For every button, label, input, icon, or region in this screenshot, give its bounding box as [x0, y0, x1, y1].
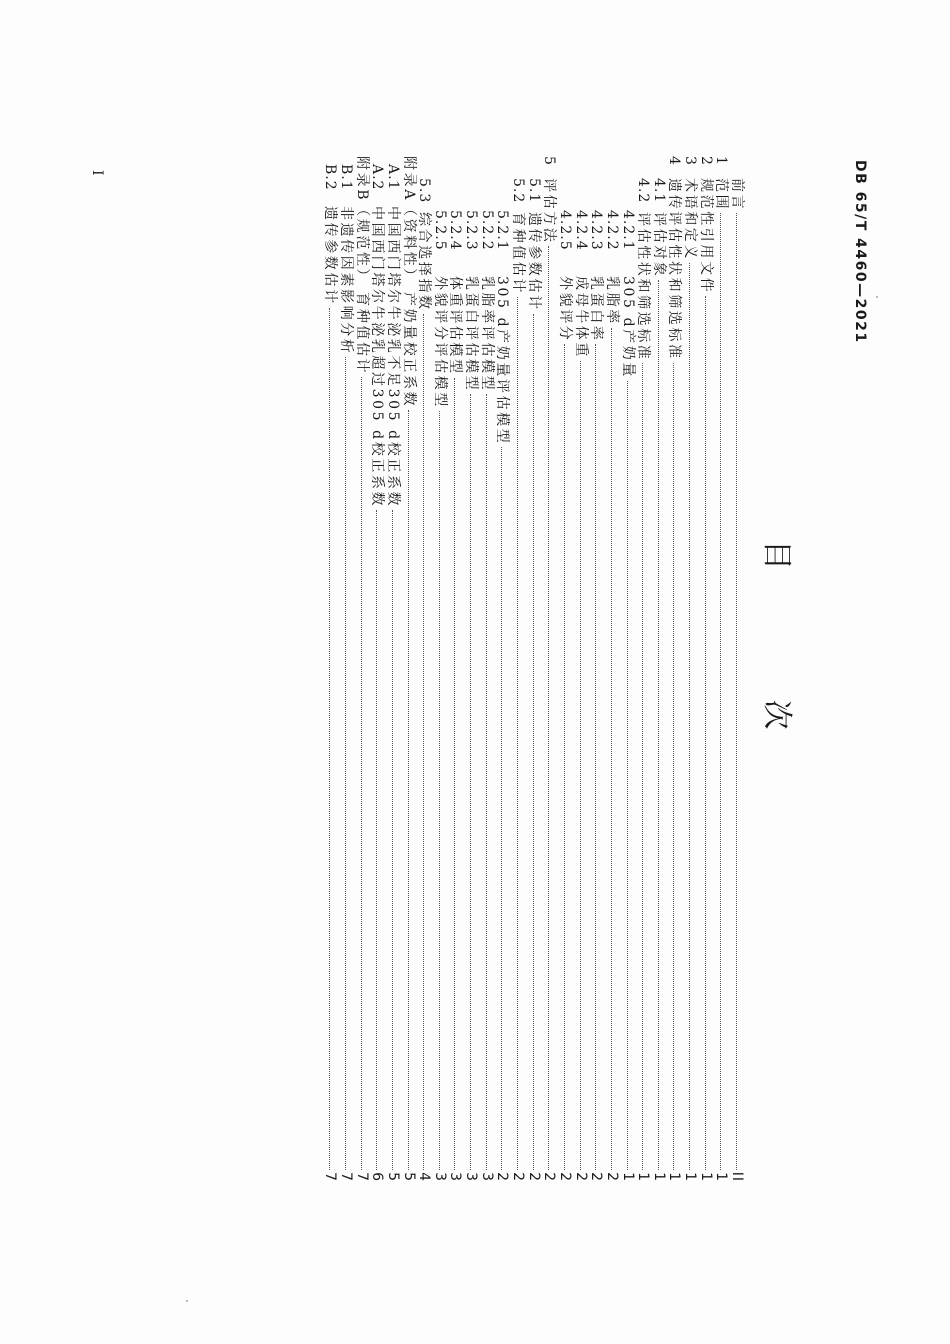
toc-entry-number: 4.2 [635, 178, 652, 204]
toc-entry-number: 4.2.3 [588, 210, 605, 251]
dot-leader [533, 314, 534, 1170]
dot-leader [361, 377, 362, 1170]
dot-leader [408, 410, 409, 1170]
dot-leader [580, 361, 581, 1170]
toc-entry-number: 4.2.1 [619, 210, 636, 251]
toc-entry-label: 育种值估计 [510, 212, 527, 295]
toc-entry-page: 3 [447, 1172, 464, 1182]
toc-entry-label: 术语和定义 [682, 178, 699, 261]
dot-leader [486, 394, 487, 1170]
toc-entry-page: 5 [400, 1172, 417, 1182]
toc-entry[interactable] [635, 156, 651, 1182]
dot-leader [564, 344, 565, 1170]
toc-entry-page: 2 [510, 1172, 527, 1182]
toc-entry-number: 4.2.5 [556, 210, 573, 251]
toc-entry-page: 2 [572, 1172, 589, 1182]
toc-entry-number: 5.2.2 [478, 210, 495, 251]
toc-entry-page: 5 [384, 1172, 401, 1182]
toc-entry-page: 2 [541, 1172, 558, 1182]
dot-leader [689, 263, 690, 1170]
toc-entry-page: 1 [666, 1172, 683, 1182]
toc-entry-number: B.1 [337, 164, 354, 191]
table-of-contents [322, 156, 744, 1182]
toc-entry-number: 5.2 [510, 178, 527, 204]
toc-entry-number: 5.2.5 [431, 210, 448, 251]
dot-leader [392, 510, 393, 1170]
dot-leader [705, 296, 706, 1170]
dot-leader [736, 213, 737, 1170]
toc-entry[interactable] [556, 156, 572, 1182]
toc-entry[interactable] [337, 156, 353, 1182]
toc-entry-label: 乳脂率 [603, 276, 620, 326]
toc-entry-page: 2 [525, 1172, 542, 1182]
dot-leader [673, 363, 674, 1170]
toc-entry[interactable] [478, 156, 494, 1182]
toc-entry-label: 评估对象 [650, 212, 667, 279]
toc-entry-label: 综合选择指数 [416, 212, 433, 312]
toc-entry-number: 4.1 [650, 178, 667, 204]
dot-leader [376, 510, 377, 1170]
dot-leader [548, 246, 549, 1170]
toc-entry-label: 乳蛋白评估模型 [463, 276, 480, 393]
toc-entry-number: 4 [666, 156, 683, 166]
toc-entry-number: 1 [713, 156, 730, 166]
toc-entry-number: 5.3 [416, 178, 433, 204]
toc-entry[interactable] [713, 156, 729, 1182]
toc-entry-label: 非遗传因素影响分析 [337, 206, 354, 356]
toc-entry-label: 规范性引用文件 [697, 178, 714, 295]
toc-entry[interactable] [322, 156, 338, 1182]
toc-entry[interactable] [447, 156, 463, 1182]
toc-entry-page: 2 [494, 1172, 511, 1182]
toc-entry[interactable] [650, 156, 666, 1182]
toc-entry-label: 外貌评分 [556, 276, 573, 343]
toc-entry-label: 前言 [729, 178, 745, 212]
toc-entry-number: 5.1 [525, 178, 542, 204]
toc-entry-page: 3 [431, 1172, 448, 1182]
dot-leader [720, 213, 721, 1170]
toc-entry-number: 4.2.2 [603, 210, 620, 251]
toc-entry[interactable] [353, 156, 369, 1182]
toc-entry-label: 遗传参数估计 [322, 206, 339, 306]
toc-entry[interactable] [509, 156, 525, 1182]
toc-entry-label: 乳蛋白率 [588, 276, 605, 343]
toc-entry-page: 7 [353, 1172, 370, 1182]
toc-entry[interactable] [697, 156, 713, 1182]
toc-entry-page: 1 [682, 1172, 699, 1182]
toc-entry-label: 附录B（规范性） 育种值估计 [353, 156, 370, 376]
standard-code: DB 65/T 4460—2021 [852, 160, 868, 344]
dot-leader [517, 297, 518, 1170]
toc-entry-page: II [729, 1171, 745, 1182]
toc-entry[interactable] [681, 156, 697, 1182]
toc-entry[interactable] [603, 156, 619, 1182]
toc-entry-label: 体重评估模型 [447, 276, 464, 376]
toc-entry-page: 4 [416, 1172, 433, 1182]
toc-entry-page: 3 [463, 1172, 480, 1182]
toc-entry-label: 遗传参数估计 [525, 212, 542, 312]
toc-entry[interactable] [525, 156, 541, 1182]
toc-entry[interactable] [572, 156, 588, 1182]
toc-entry-page: 2 [556, 1172, 573, 1182]
toc-entry-label: 评估性状和筛选标准 [635, 212, 652, 362]
toc-entry-label: 遗传评估性状和筛选标准 [666, 178, 683, 361]
toc-entry-number: 5 [541, 156, 558, 166]
toc-entry[interactable] [416, 156, 432, 1182]
toc-entry-page: 1 [697, 1172, 714, 1182]
dot-leader [470, 394, 471, 1170]
toc-entry[interactable] [400, 156, 416, 1182]
toc-entry-page: 1 [650, 1172, 667, 1182]
dot-leader [329, 308, 330, 1170]
toc-entry-number: A.1 [384, 164, 401, 191]
toc-entry-label: 中国西门塔尔牛泌乳超过305 d校正系数 [369, 206, 386, 509]
toc-entry[interactable] [369, 156, 385, 1182]
toc-entry-page: 1 [635, 1172, 652, 1182]
toc-entry[interactable] [431, 156, 447, 1182]
toc-entry-number: B.2 [322, 164, 339, 191]
toc-entry-number: 2 [697, 156, 714, 166]
toc-title: 目 次 [759, 540, 794, 790]
toc-entry[interactable] [462, 156, 478, 1182]
dot-leader [595, 344, 596, 1170]
toc-entry-page: 1 [713, 1172, 730, 1182]
toc-entry-page: 2 [603, 1172, 620, 1182]
toc-entry[interactable] [588, 156, 604, 1182]
dot-leader [454, 378, 455, 1170]
scan-speck [876, 296, 878, 298]
dot-leader [658, 280, 659, 1170]
toc-entry-label: 范围 [713, 178, 730, 212]
toc-entry-label: 305 d产奶量评估模型 [494, 276, 511, 446]
toc-entry-page: 1 [619, 1172, 636, 1182]
toc-entry-number: 3 [682, 156, 699, 166]
toc-entry-label: 成母牛体重 [572, 276, 589, 359]
toc-entry-label: 外貌评分评估模型 [431, 276, 448, 409]
page-number: I [89, 170, 105, 176]
toc-entry-page: 7 [337, 1172, 354, 1182]
toc-entry[interactable] [384, 156, 400, 1182]
toc-entry-page: 3 [478, 1172, 495, 1182]
dot-leader [423, 314, 424, 1170]
toc-entry[interactable] [666, 156, 682, 1182]
dot-leader [642, 363, 643, 1170]
toc-entry-number: 5.2.1 [494, 210, 511, 251]
toc-entry-number: 5.2.4 [447, 210, 464, 251]
toc-entry-label: 乳脂率评估模型 [478, 276, 495, 393]
toc-entry[interactable] [541, 156, 557, 1182]
dot-leader [627, 381, 628, 1170]
toc-entry-page: 2 [588, 1172, 605, 1182]
dot-leader [501, 447, 502, 1170]
scan-speck [186, 1300, 188, 1302]
toc-entry-label: 评估方法 [541, 178, 558, 245]
toc-entry-page: 6 [369, 1172, 386, 1182]
toc-entry-label: 附录A（资料性） 产奶量校正系数 [400, 156, 417, 409]
dot-leader [439, 411, 440, 1170]
toc-entry[interactable] [728, 156, 744, 1182]
dot-leader [345, 357, 346, 1170]
toc-entry-page: 7 [322, 1172, 339, 1182]
toc-entry-number: 5.2.3 [463, 210, 480, 251]
toc-entry-number: 4.2.4 [572, 210, 589, 251]
toc-entry-number: A.2 [369, 164, 386, 191]
toc-entry-label: 305 d产奶量 [619, 276, 636, 379]
dot-leader [611, 328, 612, 1170]
toc-entry[interactable] [619, 156, 635, 1182]
toc-entry[interactable] [494, 156, 510, 1182]
toc-entry-label: 中国西门塔尔牛泌乳不足305 d校正系数 [384, 206, 401, 509]
